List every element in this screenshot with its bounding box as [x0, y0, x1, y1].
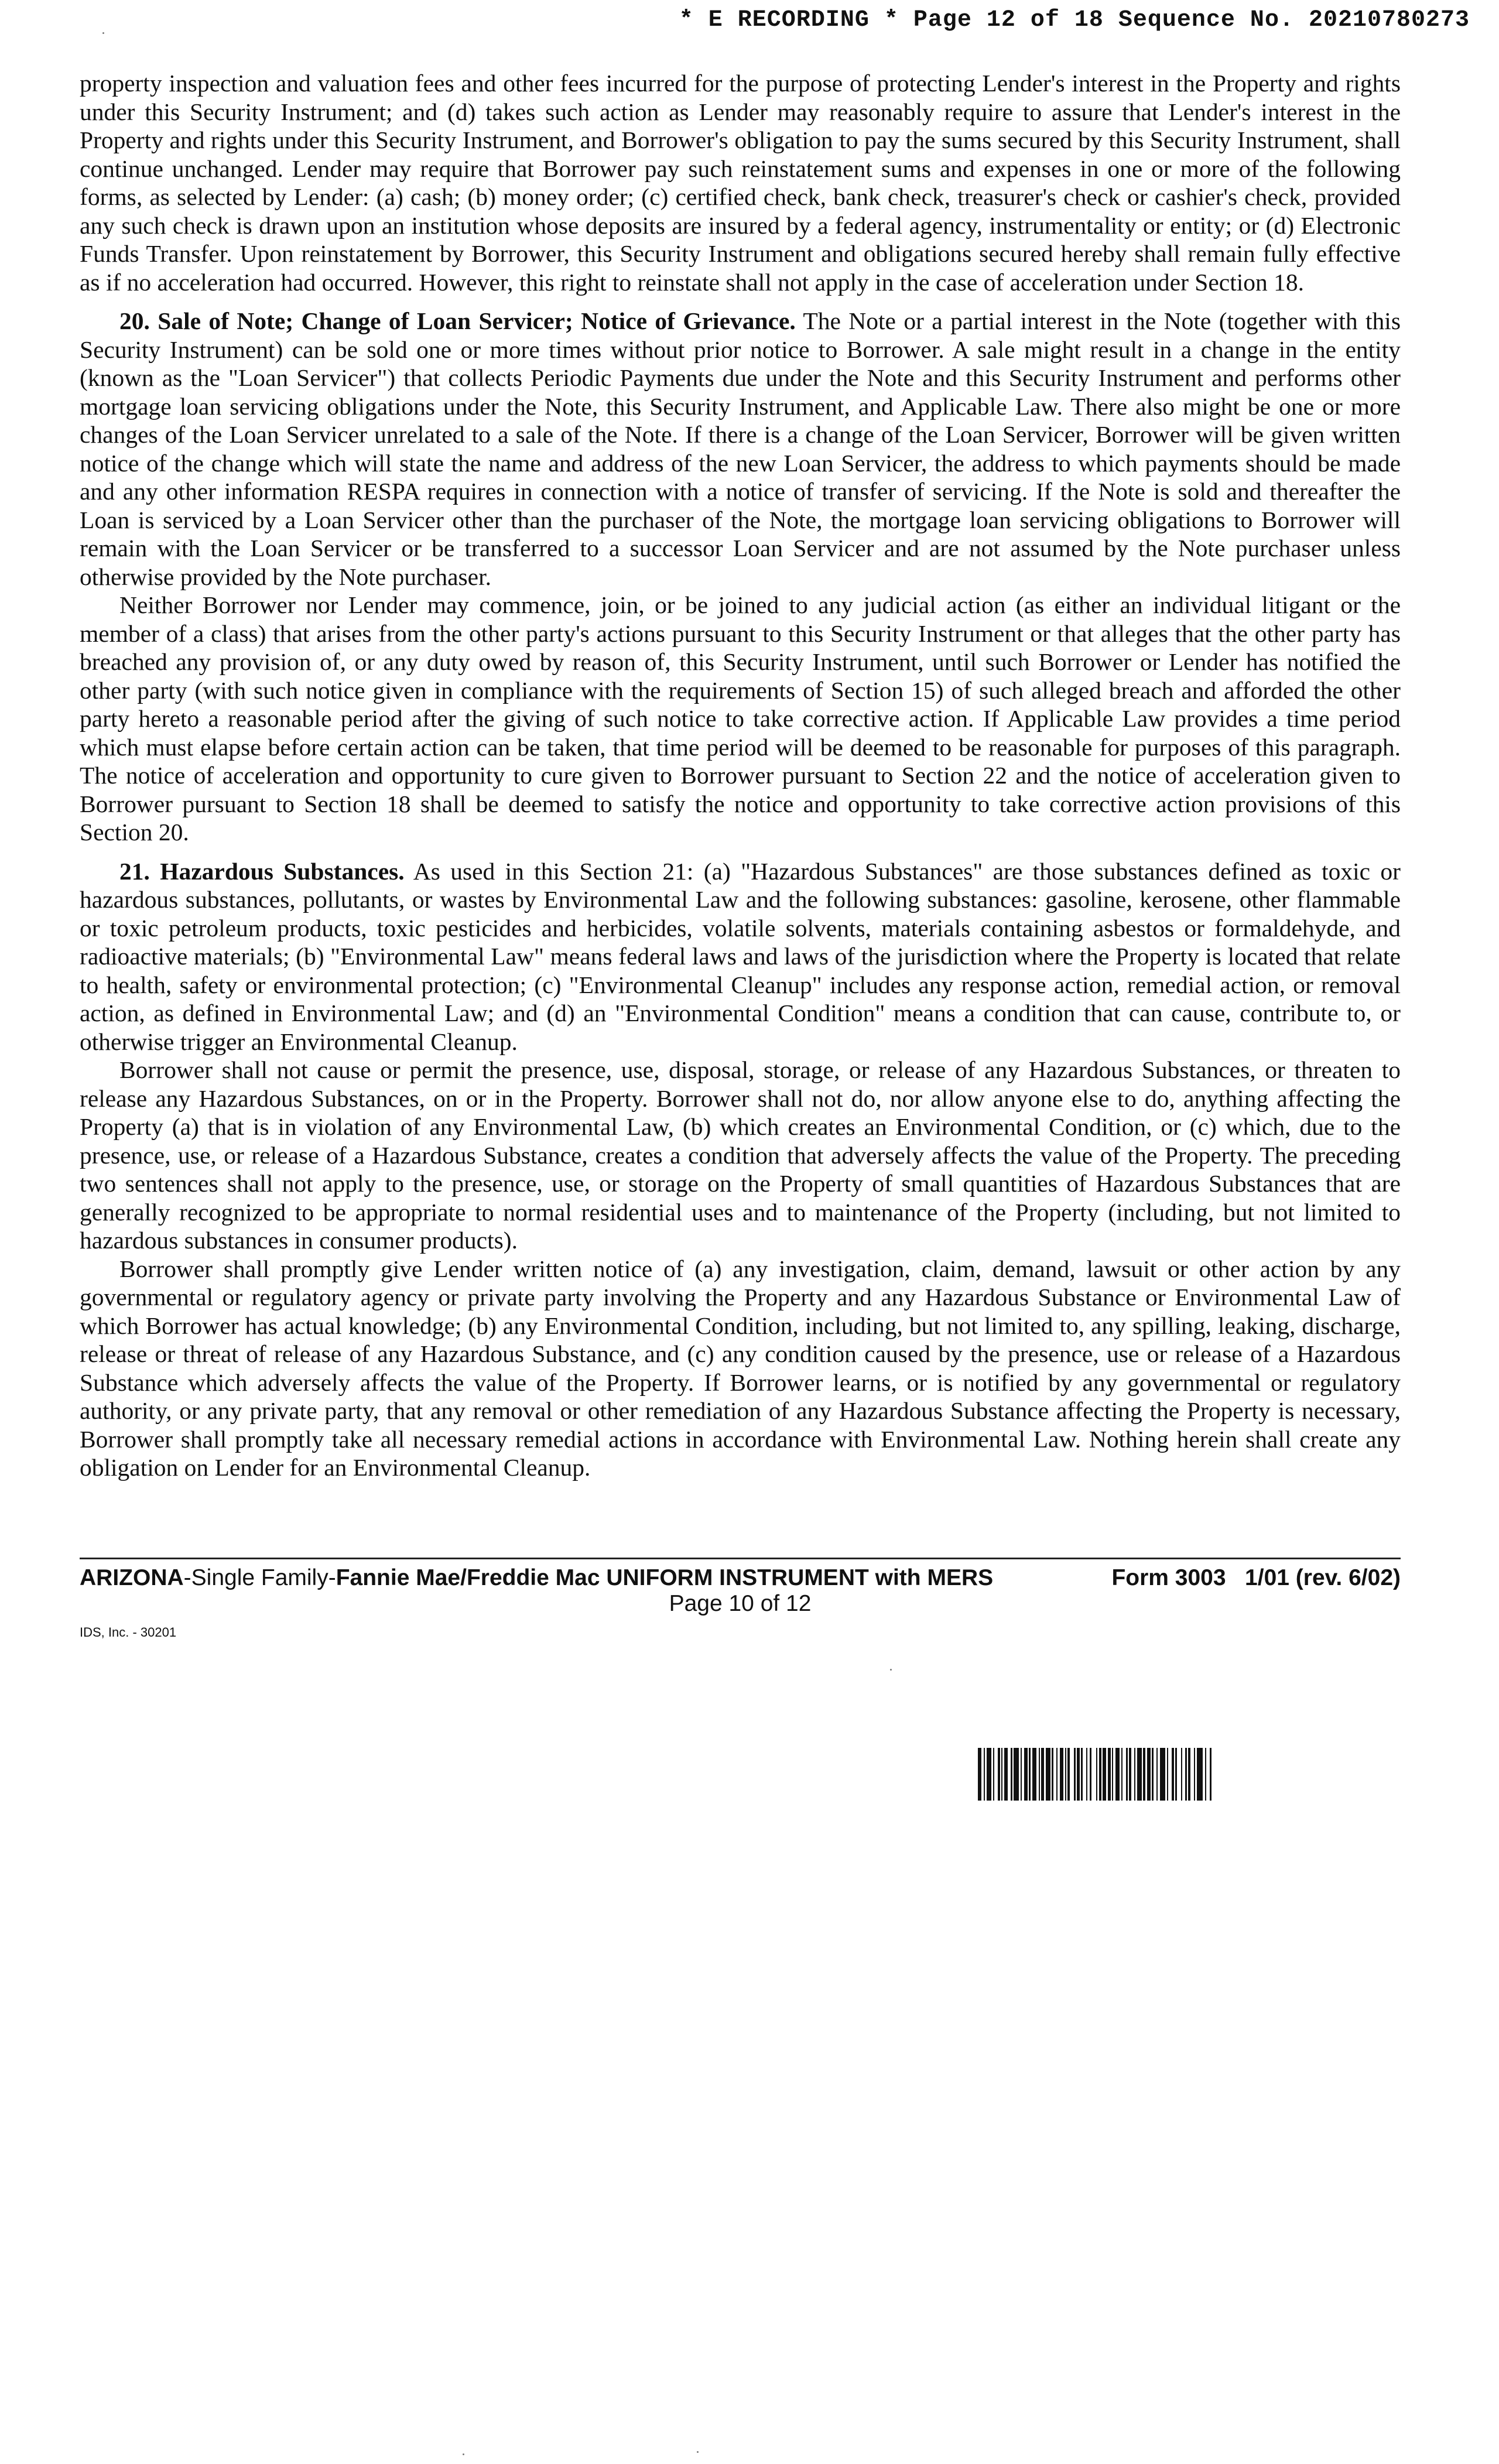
continued-paragraph: property inspection and valuation fees and other fees incurred for the purpose of protecting Lender's interest in the Property and rights under this Security Instrument; and (d) takes such action as Lender may reasonably require to assure that Lender's interest in the Property and rights under this Security Instrument, and Borrower's obligation to pay the sums secured by this Security Instrument, shall continue unchanged. Lender may require that Borrower pay such reinstatement sums and expenses in one or more of the following forms, as selected by Lender: (a) cash; (b) money order; (c) certified check, bank check, treasurer's check or cashier's check, provided any such check is drawn upon an institution whose deposits are insured by a federal agency, instrumentality or entity; or (d) Electronic Funds Transfer. Upon reinstatement by Borrower, this Security Instrument and obligations secured hereby shall remain fully effective as if no acceleration had occurred. However, this right to reinstate shall not apply in the case of acceleration under Section 18. [80, 70, 1401, 296]
barcode-bar [1115, 1748, 1120, 1801]
section-20-number: 20. [119, 307, 150, 334]
scan-speck [102, 32, 104, 34]
section-21-paragraph-3: Borrower shall promptly give Lender written notice of (a) any investigation, claim, demand, lawsuit or other action by any governmental or regulatory agency or private party involving the Property and any Hazardous Substance or Environmental Law of which Borrower has actual knowledge; (b) any Environmental Condition, including, but not limited to, any spilling, leaking, discharge, release or threat of release of any Hazardous Substance, and (c) any condition caused by the presence, use or release of a Hazardous Substance which adversely affects the value of the Property. If Borrower learns, or is notified by any governmental or regulatory authority, or any private party, that any removal or other remediation of any Hazardous Substance affecting the Property is necessary, Borrower shall promptly take all necessary remedial actions in accordance with Environmental Law. Nothing herein shall create any obligation on Lender for an Environmental Cleanup. [80, 1255, 1401, 1481]
section-21-title: Hazardous Substances. [160, 857, 405, 885]
document-body [80, 69, 1401, 1482]
footer-instrument-label [80, 1565, 993, 1591]
footer-ids: IDS, Inc. - 30201 [80, 1625, 177, 1640]
scan-speck [697, 2451, 699, 2453]
barcode-bar [1177, 1748, 1181, 1801]
section-20 [80, 307, 1401, 591]
scan-speck [463, 2453, 464, 2455]
footer-page-number: Page 10 of 12 [669, 1591, 812, 1616]
barcode-bar [987, 1748, 991, 1801]
recording-header: * E RECORDING * Page 12 of 18 Sequence No. 20210780273 [679, 7, 1470, 33]
footer-form-number: Form 3003 1/01 (rev. 6/02) [1111, 1565, 1401, 1590]
section-20-text: The Note or a partial interest in the Note (together with this Security Instrument) can be sold one or more times without prior notice to Borrower. A sale might result in a change in the entity (known as the "Loan Servicer") that collects Periodic Payments due under the Note and this Security Instrument and performs other mortgage loan servicing obligations under the Note, this Security Instrument, and Applicable Law. There also might be one or more changes of the Loan Servicer unrelated to a sale of the Note. If there is a change of the Loan Servicer, Borrower will be given written notice of the change which will state the name and address of the new Loan Servicer, the address to which payments should be made and any other information RESPA requires in connection with a notice of transfer of servicing. If the Note is sold and thereafter the Loan is serviced by a Loan Servicer other than the purchaser of the Note, the mortgage loan servicing obligations to Borrower will remain with the Loan Servicer or be transferred to a successor Loan Servicer and are not assumed by the Note purchaser unless otherwise provided by the Note purchaser. [80, 307, 1401, 590]
barcode-bar [1070, 1748, 1074, 1801]
footer-state: ARIZONA [80, 1565, 184, 1590]
barcode [978, 1748, 1401, 1801]
barcode-bar [1160, 1748, 1165, 1801]
barcode-bar [1211, 1748, 1216, 1801]
barcode-bar [1137, 1748, 1142, 1801]
section-21-paragraph-2: Borrower shall not cause or permit the presence, use, disposal, storage, or release of any Hazardous Substances, or threaten to release any Hazardous Substances, on or in the Property. Borrower shall not do, nor allow anyone else to do, anything affecting the Property (a) that is in violation of any Environmental Law, (b) which creates an Environmental Condition, or (c) which, due to the presence, use, or release of a Hazardous Substance, creates a condition that adversely affects the value of the Property. The preceding two sentences shall not apply to the presence, use, or storage on the Property of small quantities of Hazardous Substances that are generally recognized to be appropriate to normal residential uses and to maintenance of the Property (including, but not limited to hazardous substances in consumer products). [80, 1056, 1401, 1254]
barcode-bar [1197, 1748, 1203, 1801]
section-21 [80, 857, 1401, 1056]
footer-instrument: Fannie Mae/Freddie Mac UNIFORM INSTRUMENT with MERS [336, 1565, 994, 1590]
scan-speck [890, 1669, 892, 1671]
section-21-number: 21. [119, 857, 150, 885]
barcode-bar [1091, 1748, 1096, 1801]
barcode-bar [1046, 1748, 1050, 1801]
section-21-text: As used in this Section 21: (a) "Hazardous Substances" are those substances defined as toxic or hazardous substances, pollutants, or wastes by Environmental Law and the following substances: gasoline, kerosene, other flammable or toxic petroleum products, toxic pesticides and herbicides, volatile solvents, materials containing asbestos or formaldehyde, and radioactive materials; (b) "Environmental Law" means federal laws and laws of the jurisdiction where the Property is located that relate to health, safety or environmental protection; (c) "Environmental Cleanup" includes any response action, remedial action, or removal action, as defined in Environmental Law; and (d) an "Environmental Condition" means a condition that can cause, contribute to, or otherwise trigger an Environmental Cleanup. [80, 857, 1401, 1055]
barcode-bar [1032, 1748, 1036, 1801]
footer-family: -Single Family- [183, 1565, 336, 1590]
section-20-title: Sale of Note; Change of Loan Servicer; Notice of Grievance. [158, 307, 796, 334]
section-20-paragraph-2: Neither Borrower nor Lender may commence, join, or be joined to any judicial action (as either an individual litigant or the member of a class) that arises from the other party's actions pursuant to this Security Instrument or that alleges that the other party has breached any provision of, or any duty owed by reason of, this Security Instrument, until such Borrower or Lender has notified the other party (with such notice given in compliance with the requirements of Section 15) of such alleged breach and afforded the other party hereto a reasonable period after the giving of such notice to take corrective action. If Applicable Law provides a time period which must elapse before certain action can be taken, that time period will be deemed to be reasonable for purposes of this paragraph. The notice of acceleration and opportunity to cure given to Borrower pursuant to Section 22 and the notice of acceleration given to Borrower pursuant to Section 18 shall be deemed to satisfy the notice and opportunity to take corrective action provisions of this Section 20. [80, 591, 1401, 846]
footer-row [80, 1565, 1401, 1591]
barcode-bar [1014, 1748, 1019, 1801]
form-footer [80, 1558, 1401, 1640]
